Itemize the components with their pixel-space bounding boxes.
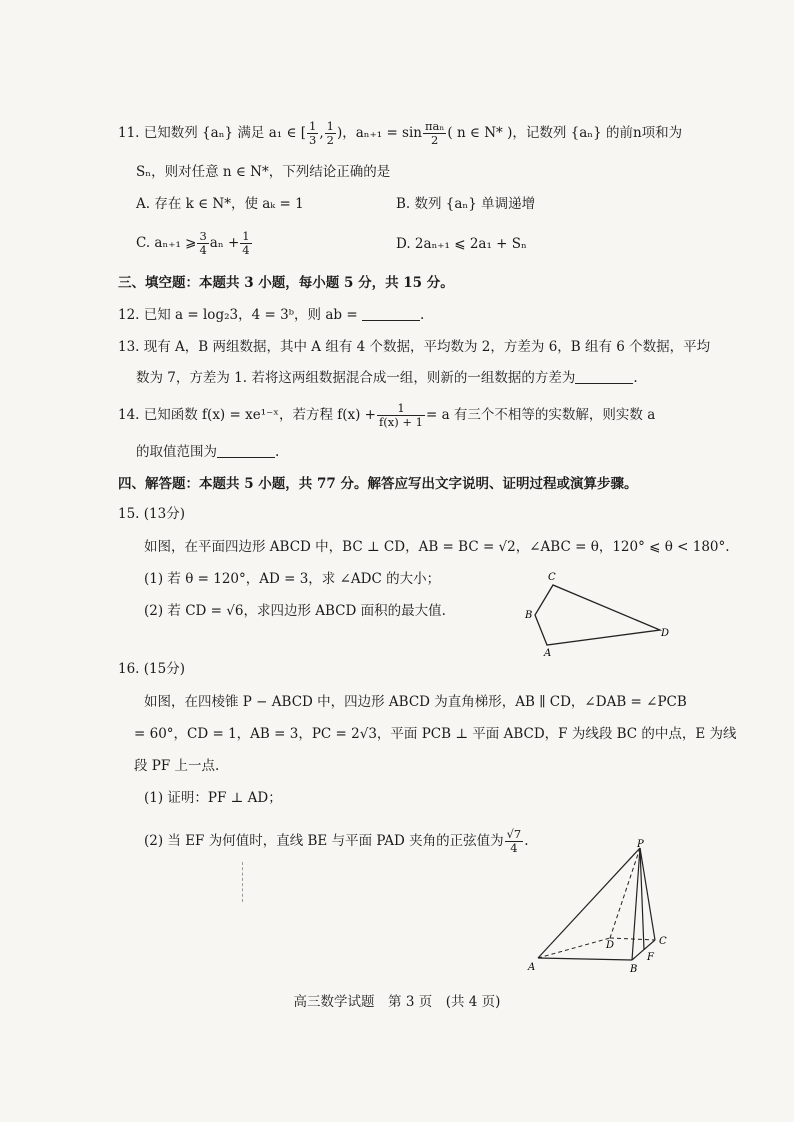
label-p: P: [637, 839, 644, 850]
q15-part1: (1) 若 θ = 120°，AD = 3，求 ∠ADC 的大小；: [144, 571, 441, 587]
fraction: $\frac{1}{4}$: [242, 229, 250, 257]
answer-blank: [575, 369, 633, 384]
section-4-heading: 四、解答题：本题共 5 小题，共 77 分。解答应写出文字说明、证明过程或演算步骤。: [118, 476, 638, 492]
q11-line2: Sₙ，则对任意 n ∈ N*，下列结论正确的是: [136, 164, 391, 180]
label-a: A: [544, 648, 552, 659]
q16-stem-line2: = 60°，CD = 1，AB = 3，PC = 2√3，平面 PCB ⊥ 平面 ABCD，F 为线段 BC 的中点，E 为线: [134, 726, 737, 742]
q11-option-d: D. 2aₙ₊₁ ⩽ 2a₁ + Sₙ: [396, 236, 527, 252]
fraction: $\frac{1}{3}$: [309, 119, 317, 147]
q13-line1: 13. 现有 A，B 两组数据，其中 A 组有 4 个数据，平均数为 2，方差为 6，B 组有 6 个数据，平均: [118, 339, 711, 355]
q16-heading: 16. (15分): [118, 661, 185, 677]
q15-stem: 如图，在平面四边形 ABCD 中，BC ⊥ CD，AB = BC = √2，∠ABC = θ，120° ⩽ θ < 180°.: [144, 539, 730, 555]
edge-ad-hidden: [538, 938, 610, 958]
q12: 12. 已知 a = log₂3，4 = 3ᵇ，则 ab = .: [118, 307, 425, 323]
q16-figure: [520, 838, 680, 973]
label-b: B: [525, 610, 533, 621]
q15-heading: 15. (13分): [118, 506, 185, 522]
q15-part2: (2) 若 CD = √6，求四边形 ABCD 面积的最大值.: [144, 603, 446, 619]
fraction: $\frac{1}{2}$: [326, 119, 334, 147]
answer-blank: [217, 443, 275, 458]
edge-pb: [632, 848, 640, 960]
edge-pd-hidden: [610, 848, 640, 938]
q14-line2: 的取值范围为 .: [136, 444, 280, 460]
fraction: $\frac{\text{πaₙ}}{2}$: [425, 119, 445, 147]
quadrilateral-abcd: [535, 585, 660, 645]
label-b: B: [630, 964, 638, 973]
edge-ab: [538, 958, 632, 960]
label-c: C: [659, 936, 667, 947]
q14-line1: 14. 已知函数 f(x) = xe¹⁻ˣ，若方程 f(x) + $\frac{1}{f(x) + 1}$ = a 有三个不相等的实数解，则实数 a: [118, 401, 656, 429]
label-d: D: [661, 628, 670, 639]
edge-pa: [538, 848, 640, 958]
q11-option-a: A. 存在 k ∈ N*，使 aₖ = 1: [136, 196, 304, 212]
q16-part1: (1) 证明：PF ⊥ AD；: [144, 790, 282, 806]
q11-option-c: C. aₙ₊₁ ⩾ $\frac{3}{4}$ aₙ + $\frac{1}{4}$: [136, 229, 250, 257]
q16-stem-line3: 段 PF 上一点.: [134, 758, 220, 774]
answer-blank: [362, 306, 420, 321]
label-d: D: [606, 940, 615, 951]
q16-part2: (2) 当 EF 为何值时，直线 BE 与平面 PAD 夹角的正弦值为 $\frac{√7}{4}$ .: [144, 827, 529, 855]
section-3-heading: 三、填空题：本题共 3 小题，每小题 5 分，共 15 分。: [118, 275, 454, 291]
fraction: $\frac{1}{f(x) + 1}$: [379, 401, 423, 429]
fraction: $\frac{√7}{4}$: [506, 827, 522, 855]
scan-mark: [242, 862, 244, 902]
label-a: A: [528, 962, 536, 973]
edge-dc-hidden: [610, 938, 655, 940]
label-c: C: [548, 572, 556, 583]
fraction: $\frac{3}{4}$: [199, 229, 207, 257]
label-f: F: [647, 952, 654, 963]
page-footer: 高三数学试题 第 3 页 (共 4 页): [293, 994, 501, 1010]
q13-line2: 数为 7，方差为 1. 若将这两组数据混合成一组，则新的一组数据的方差为 .: [136, 370, 638, 386]
q11-line1: 11. 已知数列 {aₙ} 满足 a₁ ∈ [ $\frac{1}{3}$ , $\frac{1}{2}$ )，aₙ₊₁ = sin $\frac{\text{πaₙ}}{2}$ ( n ∈ N* )，记数列 {aₙ} 的前n项和为: [118, 119, 683, 147]
q11-option-b: B. 数列 {aₙ} 单调递增: [396, 196, 536, 212]
q16-stem-line1: 如图，在四棱锥 P − ABCD 中，四边形 ABCD 为直角梯形，AB ∥ CD，∠DAB = ∠PCB: [144, 694, 687, 710]
q15-figure: [515, 570, 675, 660]
